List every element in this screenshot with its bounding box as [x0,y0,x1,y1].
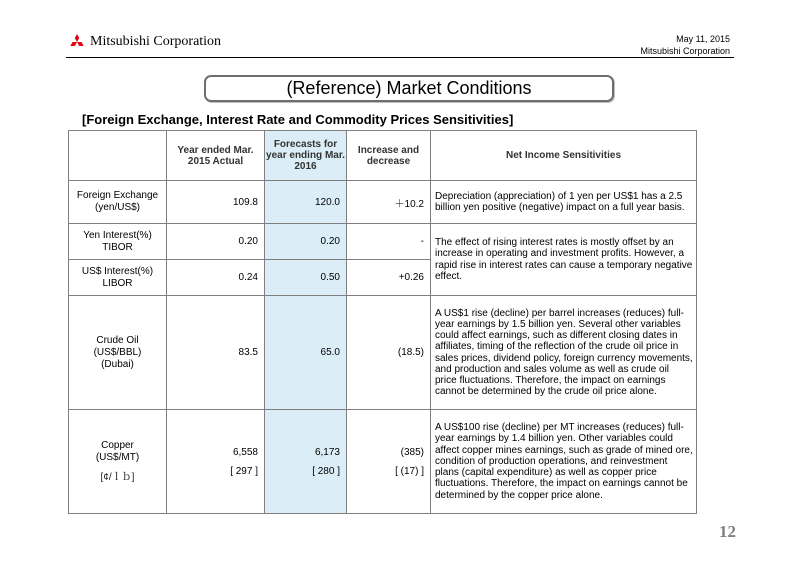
cell-actual: 109.8 [167,181,265,224]
table-row-crude-oil [69,296,697,410]
cell-forecast: 65.0 [265,296,347,410]
cell-actual: 6,558 [ 297 ] [167,410,265,514]
cell-forecast: 120.0 [265,181,347,224]
cell-actual: 0.20 [167,224,265,260]
cell-note-interest: The effect of rising interest rates is mostly offset by an increase in operating and investment profits. However, a rapid rise in interest rates can cause a temporary negative effect. [431,224,697,296]
table-row-fx [69,181,697,224]
header-blank [69,131,167,181]
table-row-copper [69,410,697,514]
header-divider [66,57,734,58]
row-label: Foreign Exchange (yen/US$) [69,181,167,224]
cell-actual: 0.24 [167,260,265,296]
header-sensitivity: Net Income Sensitivities [431,131,697,181]
page-title-text: (Reference) Market Conditions [286,78,532,98]
table-row-yen-interest [69,224,697,260]
header-info [640,33,730,57]
row-label: Crude Oil (US$/BBL) (Dubai) [69,296,167,410]
cell-change: (385) [ (17) ] [347,410,431,514]
row-label: US$ Interest(%) LIBOR [69,260,167,296]
cell-forecast: 0.50 [265,260,347,296]
cell-change: (18.5) [347,296,431,410]
cell-change: - [347,224,431,260]
cell-forecast: 6,173 [ 280 ] [265,410,347,514]
header-actual: Year ended Mar. 2015 Actual [167,131,265,181]
header-change: Increase and decrease [347,131,431,181]
report-date: May 11, 2015 [676,34,730,44]
cell-note: Depreciation (appreciation) of 1 yen per US$1 has a 2.5 billion yen positive (negative) impact on a full year basis. [431,181,697,224]
header-row [69,131,697,181]
sensitivity-table [68,130,697,514]
page-title [204,75,614,102]
three-diamonds-icon [68,34,86,50]
company-logo [68,34,221,50]
section-subtitle: [Foreign Exchange, Interest Rate and Commodity Prices Sensitivities] [82,112,514,127]
header-company: Mitsubishi Corporation [640,46,730,56]
page-number: 12 [719,522,736,541]
header-forecast: Forecasts for year ending Mar. 2016 [265,131,347,181]
cell-actual: 83.5 [167,296,265,410]
cell-note: A US$1 rise (decline) per barrel increases (reduces) full-year earnings by 1.5 billion yen. Several other variables could affect earnings, such as different closing dates in affiliates, timing of the reflection of the crude oil price in sales prices, dividend policy, foreign currency movements, and production and sales volume as well as crude oil price fluctuations. Therefore, the impact on earnings cannot be determined by the crude oil price alone. [431,296,697,410]
row-label: Copper (US$/MT) [¢/ｌｂ] [69,410,167,514]
row-label: Yen Interest(%) TIBOR [69,224,167,260]
cell-note: A US$100 rise (decline) per MT increases (reduces) full-year earnings by 1.4 billion yen. Other variables could affect copper mines earnings, such as grade of mined ore, condition of production operations, and reinvestment plans (capital expenditure) as well as copper price fluctuations. Therefore, the impact on earnings cannot be determined by the copper price alone. [431,410,697,514]
cell-forecast: 0.20 [265,224,347,260]
cell-change: +0.26 [347,260,431,296]
company-name: Mitsubishi Corporation [90,34,222,49]
cell-change: ＋10.2 [347,181,431,224]
